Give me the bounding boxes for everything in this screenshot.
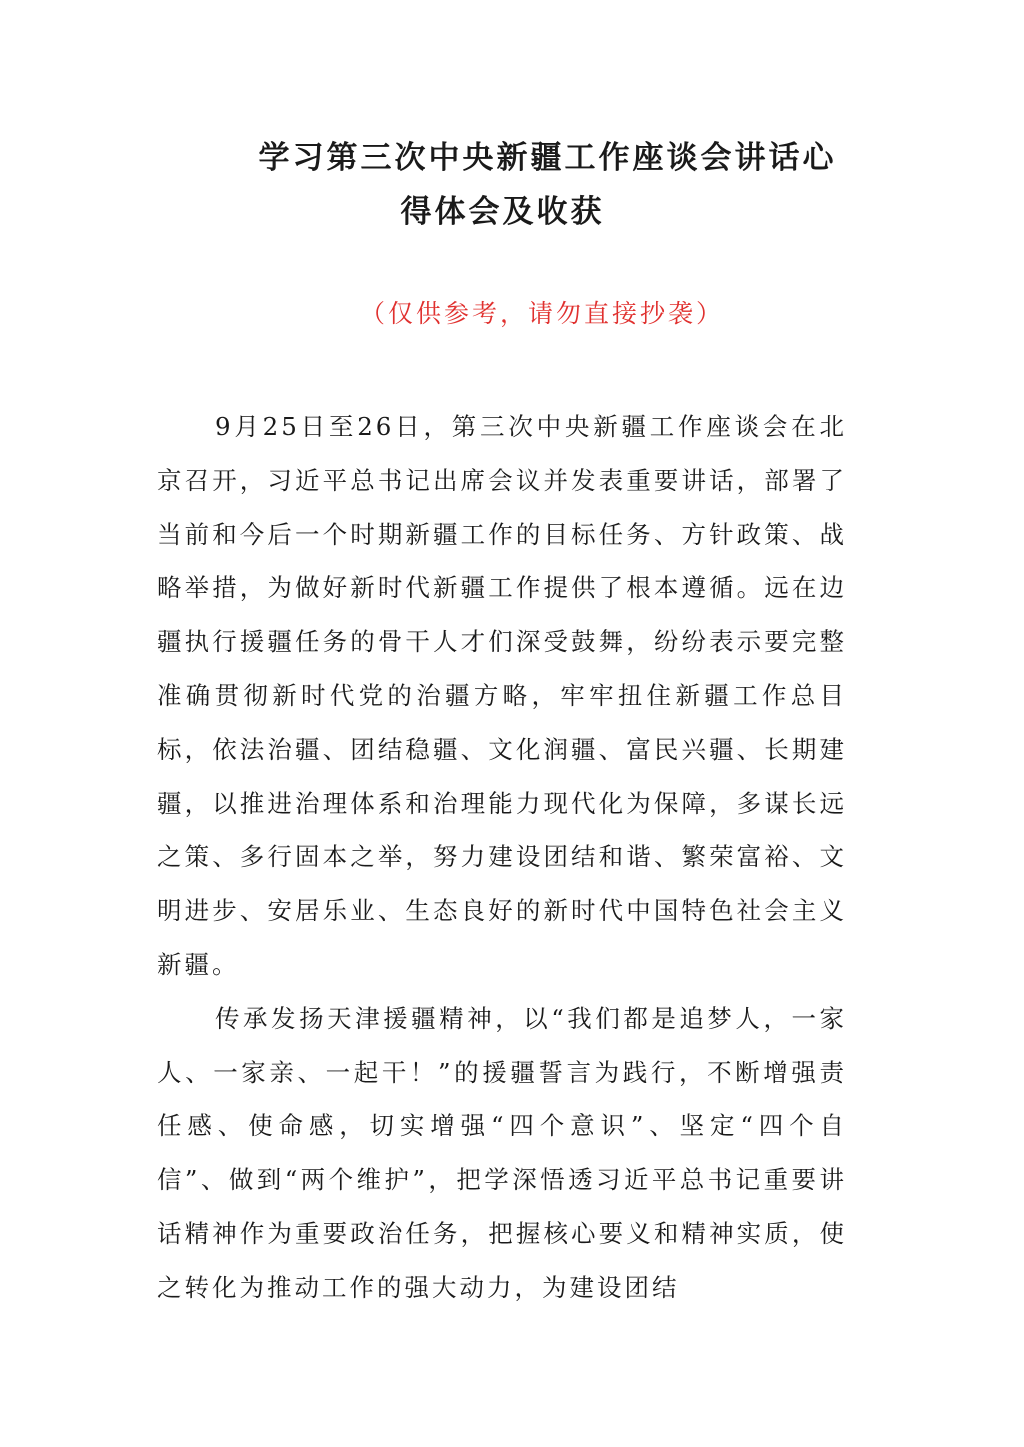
document-body (157, 400, 847, 1315)
reference-note: （仅供参考，请勿直接抄袭） (359, 299, 724, 328)
document-title-line-1: 学习第三次中央新疆工作座谈会讲话心 (258, 140, 837, 176)
document-title-line-2: 得体会及收获 (400, 194, 605, 230)
paragraph-1: 9月25日至26日，第三次中央新疆工作座谈会在北京召开，习近平总书记出席会议并发表重要讲话，部署了当前和今后一个时期新疆工作的目标任务、方针政策、战略举措，为做好新时代新疆工作提供了根本遵循。远在边疆执行援疆任务的骨干人才们深受鼓舞，纷纷表示要完整准确贯彻新时代党的治疆方略，牢牢扭住新疆工作总目标，依法治疆、团结稳疆、文化润疆、富民兴疆、长期建疆，以推进治理体系和治理能力现代化为保障，多谋长远之策、多行固本之举，努力建设团结和谐、繁荣富裕、文明进步、安居乐业、生态良好的新时代中国特色社会主义新疆。 (157, 412, 847, 979)
paragraph-2: 传承发扬天津援疆精神，以“我们都是追梦人，一家人、一家亲、一起干！”的援疆誓言为践行，不断增强责任感、使命感，切实增强“四个意识”、坚定“四个自信”、做到“两个维护”，把学深悟透习近平总书记重要讲话精神作为重要政治任务，把握核心要义和精神实质，使之转化为推动工作的强大动力，为建设团结 (157, 1003, 847, 1302)
